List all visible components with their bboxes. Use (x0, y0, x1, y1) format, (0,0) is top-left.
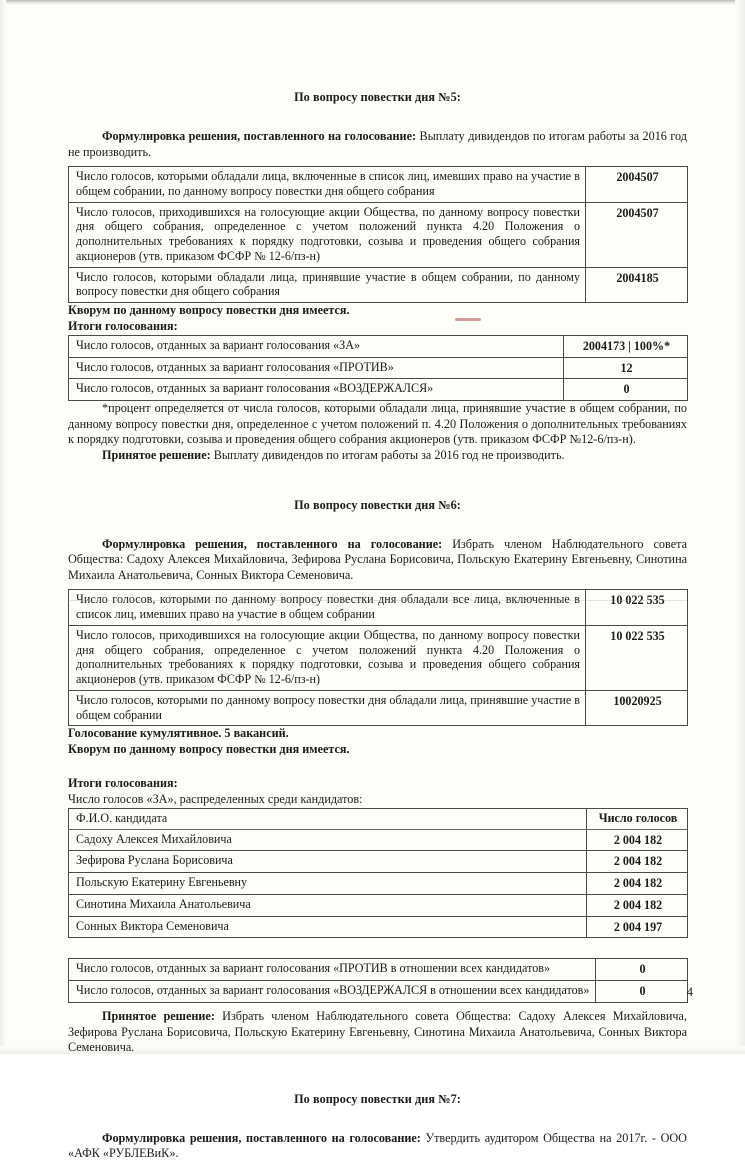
agenda-item-7-heading: По вопросу повестки дня №7: (294, 1091, 461, 1106)
table-row (69, 167, 688, 203)
vote-option-label: Число голосов, отданных за вариант голосования «ЗА» (69, 335, 564, 357)
agenda-item-6-quorum-note: Кворум по данному вопросу повестки дня имеется. (68, 742, 350, 757)
quorum-row-label: Число голосов, которыми обладали лица, принявшие участие в общем собрании, по данному вопросу повестки дня общего собрания (69, 267, 586, 303)
agenda-item-5-decision (68, 448, 687, 464)
document-content (68, 0, 687, 1162)
table-row (69, 851, 688, 873)
scan-smudge (68, 829, 687, 830)
table-row (69, 202, 688, 267)
vote-option-label: Число голосов, отданных за вариант голосования «ПРОТИВ» (69, 357, 564, 379)
formulation-label-5: Формулировка решения, поставленного на голосование: (102, 129, 417, 143)
vote-option-value: 2004173 | 100%* (564, 335, 688, 357)
agenda-item-6-distribution-label: Число голосов «ЗА», распределенных среди кандидатов: (68, 792, 363, 807)
table-row (69, 873, 688, 895)
agenda-item-6-cumulative-note: Голосование кумулятивное. 5 вакансий. (68, 726, 289, 741)
table-row (69, 379, 688, 401)
vote-option-value: 0 (596, 981, 688, 1003)
agenda-item-6-quorum-table (68, 589, 688, 726)
formulation-label-6: Формулировка решения, поставленного на голосование: (102, 536, 443, 551)
against-abstain-table (68, 958, 688, 1003)
vote-option-label: Число голосов, отданных за вариант голосования «ВОЗДЕРЖАЛСЯ в отношении всех кандидатов» (69, 981, 596, 1003)
quorum-row-label: Число голосов, приходившихся на голосующие акции Общества, по данному вопросу повестки дня общего собрания, определенное с учетом положений пункта 4.20 Положения о дополнительных требованиях к порядку подготовки, созыва и проведения общего собрания акционеров (утв. приказом ФСФР № 12-6/пз-н) (69, 625, 586, 690)
quorum-row-value: 2004507 (586, 202, 688, 267)
candidate-votes: 2 004 197 (587, 916, 688, 938)
agenda-item-5-results-table (68, 335, 688, 401)
decision-text-5: Выплату дивидендов по итогам работы за 2016 год не производить. (210, 448, 565, 463)
agenda-item-5-footnote: *процент определяется от числа голосов, которыми обладали лица, принявшие участие в общем собрании, по данному вопросу повестки дня, определенное с учетом положений п. 4.20 Положения о дополнительных требованиях к порядку подготовки, созыва и проведения общего собрания акционеров (утв. приказом ФСФР №12-6/пз-н). (68, 401, 687, 447)
quorum-row-label: Число голосов, которыми по данному вопросу повестки дня обладали все лица, включенные в список лиц, имевших право на участие в общем собрании (69, 590, 586, 626)
agenda-item-5-results-label: Итоги голосования: (68, 319, 178, 334)
vote-option-label: Число голосов, отданных за вариант голосования «ВОЗДЕРЖАЛСЯ» (69, 379, 564, 401)
candidate-name: Синотина Михаила Анатольевича (69, 894, 587, 916)
vote-option-value: 0 (596, 959, 688, 981)
decision-text-6: Избрать членом Наблюдательного совета Общества: Садоху Алексея Михайловича, Зефирова Руслана Борисовича, Польскую Екатерину Евгеньевну, Синотина Михаила Анатольевича, Сонных Виктора Семеновича. (68, 1008, 688, 1055)
decision-label-5: Принятое решение: (102, 448, 211, 463)
candidate-votes: 2 004 182 (587, 894, 688, 916)
table-row (69, 625, 688, 690)
agenda-item-6-heading: По вопросу повестки дня №6: (294, 497, 461, 512)
table-row (69, 267, 688, 303)
agenda-item-6-decision (68, 1009, 687, 1056)
table-row (69, 590, 688, 626)
quorum-row-value: 2004185 (586, 267, 688, 303)
vote-option-label: Число голосов, отданных за вариант голосования «ПРОТИВ в отношении всех кандидатов» (69, 959, 596, 981)
scan-edge-right (735, 0, 745, 1054)
table-row (69, 981, 688, 1003)
candidate-name-header: Ф.И.О. кандидата (69, 808, 587, 829)
candidate-name: Польскую Екатерину Евгеньевну (69, 873, 587, 895)
table-row (69, 335, 688, 357)
formulation-text-5: Выплату дивидендов по итогам работы за 2016 год не производить. (68, 129, 687, 159)
agenda-item-5-quorum-table (68, 166, 688, 303)
scan-smudge (68, 600, 687, 601)
agenda-item-6-formulation (68, 537, 687, 584)
table-row (69, 829, 688, 851)
formulation-label-7: Формулировка решения, поставленного на голосование: (102, 1130, 421, 1145)
vote-option-value: 0 (564, 379, 688, 401)
candidate-name: Сонных Виктора Семеновича (69, 916, 587, 938)
agenda-item-7-formulation (68, 1131, 687, 1162)
page-number: 4 (686, 985, 693, 999)
formulation-text-6: Избрать членом Наблюдательного совета Общества: Садоху Алексея Михайловича, Зефирова Руслана Борисовича, Польскую Екатерину Евгеньевну, Синотина Михаила Анатольевича, Сонных Виктора Семеновича. (68, 536, 687, 582)
agenda-item-5-heading: По вопросу повестки дня №5: (294, 90, 461, 104)
agenda-item-5-quorum-note: Кворум по данному вопросу повестки дня имеется. (68, 303, 350, 318)
candidate-votes: 2 004 182 (587, 873, 688, 895)
table-row (69, 959, 688, 981)
quorum-row-value: 10020925 (586, 690, 688, 726)
table-row (69, 894, 688, 916)
quorum-row-label: Число голосов, приходившихся на голосующие акции Общества, по данному вопросу повестки дня общего собрания, определенное с учетом положений пункта 4.20 Положения о дополнительных требованиях к порядку подготовки, созыва и проведения общего собрания акционеров (утв. приказом ФСФР № 12-6/пз-н) (69, 202, 586, 267)
table-row (69, 690, 688, 726)
quorum-row-value: 2004507 (586, 167, 688, 203)
quorum-row-label: Число голосов, которыми по данному вопросу повестки дня обладали лица, принявшие участие в общем собрании (69, 690, 586, 726)
table-row (69, 357, 688, 379)
candidate-name: Зефирова Руслана Борисовича (69, 851, 587, 873)
quorum-row-value: 10 022 535 (586, 625, 688, 690)
pen-mark-annotation (455, 318, 481, 321)
formulation-text-7: Утвердить аудитором Общества на 2017г. - ООО «АФК «РУБЛЕВиК». (68, 1130, 687, 1161)
table-row (69, 916, 688, 938)
scan-edge-left (0, 0, 6, 1054)
table-header-row (69, 808, 688, 829)
candidate-name: Садоху Алексея Михайловича (69, 829, 587, 851)
candidate-votes-header: Число голосов (587, 808, 688, 829)
decision-label-6: Принятое решение: (102, 1008, 215, 1023)
quorum-row-label: Число голосов, которыми обладали лица, включенные в список лиц, имевших право на участие в общем собрании, по данному вопросу повестки дня общего собрания (69, 167, 586, 203)
candidates-votes-table (68, 808, 688, 939)
agenda-item-5-formulation (68, 129, 687, 160)
agenda-item-6-results-label: Итоги голосования: (68, 776, 178, 791)
vote-option-value: 12 (564, 357, 688, 379)
candidate-votes: 2 004 182 (587, 829, 688, 851)
candidate-votes: 2 004 182 (587, 851, 688, 873)
quorum-row-value: 10 022 535 (586, 590, 688, 626)
